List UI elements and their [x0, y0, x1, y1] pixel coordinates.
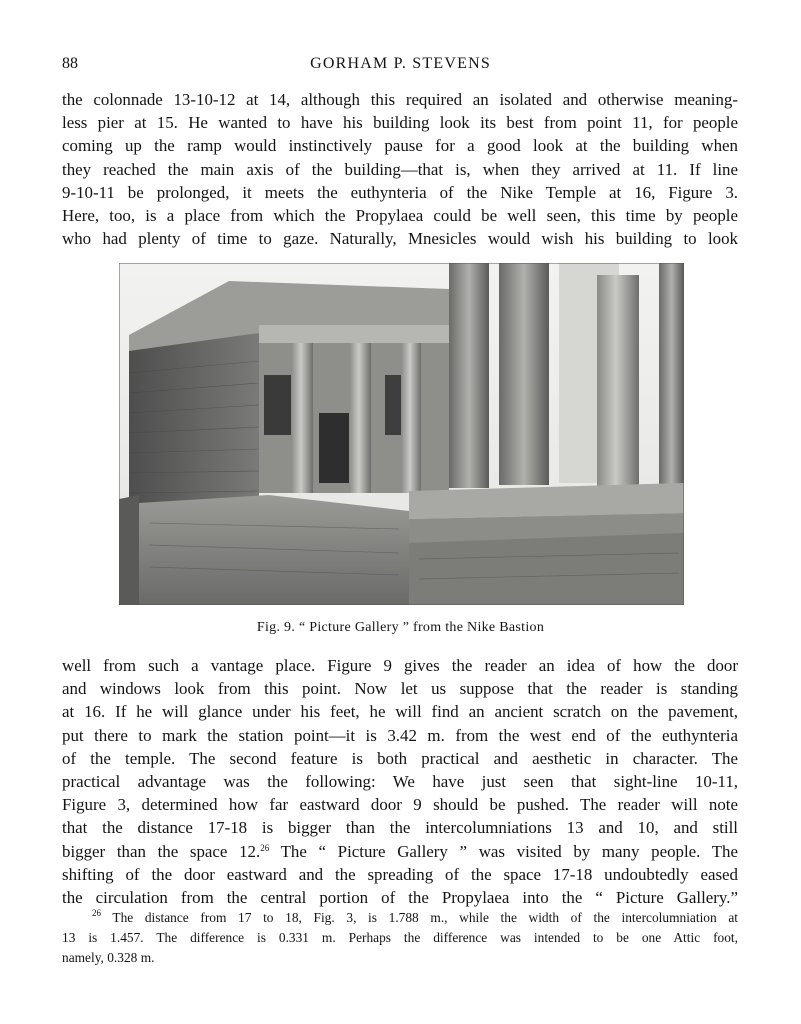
text-segment: The “ Picture Gallery ” was visited by many people. The — [269, 841, 738, 861]
text-line: the circulation from the central portion of the Propylaea into the “ Picture Gallery.” — [62, 888, 738, 908]
body-paragraph-top — [62, 88, 738, 250]
text-line: and windows look from this point. Now let us suppose that the reader is standing — [62, 679, 738, 699]
text-segment: The distance from 17 to 18, Fig. 3, is 1.788 m., while the width of the intercolumniation at — [101, 910, 738, 925]
text-line: 9-10-11 be prolonged, it meets the euthynteria of the Nike Temple at 16, Figure 3. — [62, 182, 738, 202]
text-line: who had plenty of time to gaze. Naturally, Mnesicles would wish his building to look — [62, 229, 738, 249]
body-paragraph-bottom — [62, 654, 738, 909]
text-line: that the distance 17-18 is bigger than the intercolumniations 13 and 10, and still — [62, 818, 738, 838]
text-segment: bigger than the space 12. — [62, 841, 261, 861]
footnote-line: namely, 0.328 m. — [62, 950, 155, 965]
figure-photograph — [119, 263, 684, 605]
figure-caption: Fig. 9. “ Picture Gallery ” from the Nike Bastion — [256, 620, 545, 635]
text-line-with-footnote-ref — [62, 840, 738, 863]
footnote-line: 13 is 1.457. The difference is 0.331 m. Perhaps the difference was intended to be one Attic foot, — [62, 930, 738, 945]
page-number: 88 — [62, 55, 78, 72]
footnote-reference[interactable]: 26 — [260, 842, 270, 853]
footnote — [62, 908, 738, 968]
text-line: the colonnade 13-10-12 at 14, although this required an isolated and otherwise meaning- — [62, 90, 738, 109]
text-line: Here, too, is a place from which the Propylaea could be well seen, this time by people — [62, 206, 738, 226]
page-header — [0, 55, 801, 81]
text-line: they reached the main axis of the building—that is, when they arrived at 11. If line — [62, 159, 738, 179]
footnote-line — [62, 908, 738, 928]
text-line: of the temple. The second feature is both practical and aesthetic in character. The — [62, 748, 738, 768]
text-line: less pier at 15. He wanted to have his building look its best from point 11, for people — [62, 113, 738, 133]
text-line: Figure 3, determined how far eastward door 9 should be pushed. The reader will note — [62, 795, 738, 815]
running-head: GORHAM P. STEVENS — [310, 55, 491, 72]
text-line: well from such a vantage place. Figure 9 gives the reader an idea of how the door — [62, 656, 738, 675]
footnote-marker: 26 — [92, 908, 101, 918]
text-line: shifting of the door eastward and the spreading of the space 17-18 undoubtedly eased — [62, 864, 738, 884]
text-line: at 16. If he will glance under his feet, he will find an ancient scratch on the pavement, — [62, 702, 738, 722]
text-line: practical advantage was the following: We have just seen that sight-line 10-11, — [62, 772, 738, 792]
text-line: put there to mark the station point—it is 3.42 m. from the west end of the euthynteria — [62, 725, 738, 745]
text-line: coming up the ramp would instinctively pause for a good look at the building when — [62, 136, 738, 156]
